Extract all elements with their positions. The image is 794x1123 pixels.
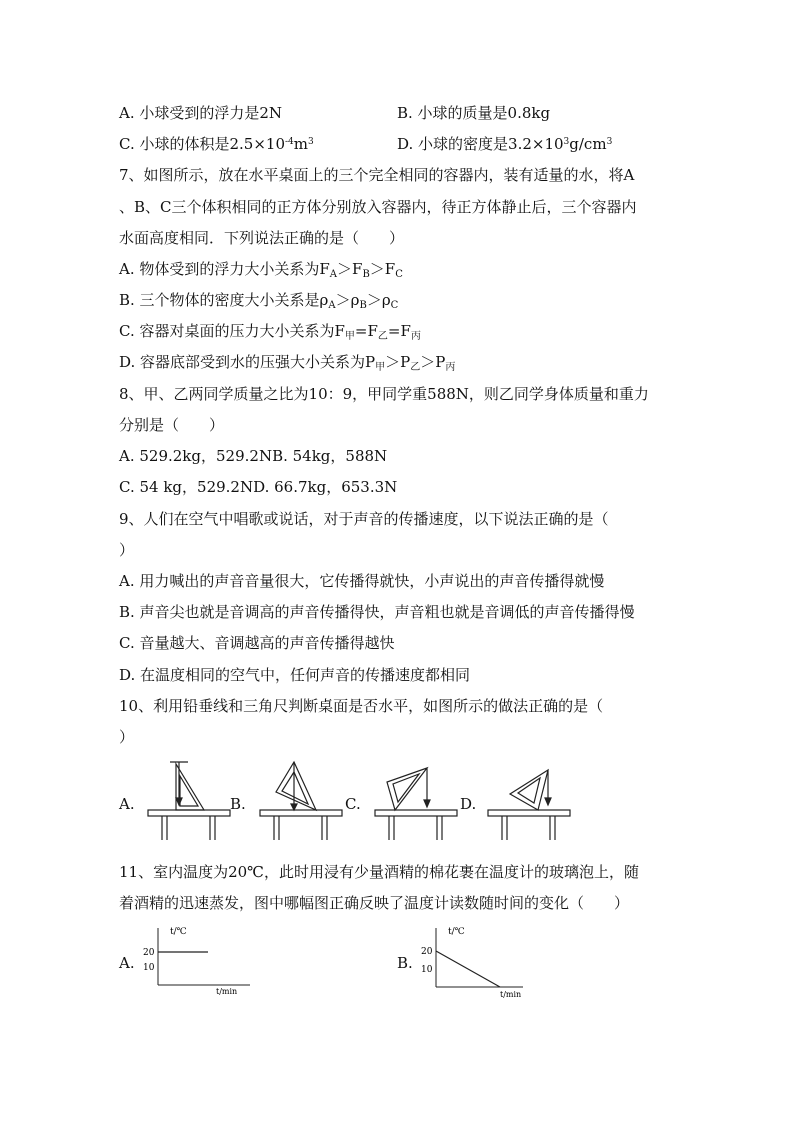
q7-stem-line-1: 7、如图所示，放在水平桌面上的三个完全相同的容器内，装有适量的水，将A: [119, 166, 635, 184]
q8-options-cd: C. 54 kg，529.2ND. 66.7kg，653.3N: [119, 478, 398, 496]
graph-a-tick-10: 10: [143, 963, 155, 973]
q10-label-d: D.: [460, 795, 477, 813]
q7-stem-line-2: 、B、C三个体积相同的正方体分别放入容器内，待正方体静止后，三个容器内: [119, 198, 637, 216]
graph-b-x-label: t/min: [500, 990, 522, 999]
q7-option-b: B. 三个物体的密度大小关系是$\rho_A>\rho_B>\rho_C$: [119, 291, 399, 311]
graph-b-tick-20: 20: [421, 947, 433, 957]
figure-d-set-square-on-table: [478, 760, 578, 845]
q10-label-a: A.: [119, 795, 135, 813]
q10-stem-line-1: 10、利用铅垂线和三角尺判断桌面是否水平，如图所示的做法正确的是（: [119, 697, 604, 715]
q7-option-d: D. 容器底部受到水的压强大小关系为$P_甲>P_乙>P_丙$: [119, 353, 456, 373]
q11-graph-b: [418, 922, 533, 1000]
q6-option-a: A. 小球受到的浮力是2N: [119, 104, 283, 122]
q6-option-d: D. 小球的密度是$3.2\times 10^3g/cm^3$: [397, 135, 613, 153]
q7-stem-line-3: 水面高度相同．下列说法正确的是（ ）: [119, 229, 405, 247]
q11-graph-a: [140, 922, 255, 997]
graph-a-x-label: t/min: [216, 987, 238, 996]
graph-a-y-label: t/℃: [170, 927, 187, 937]
q9-option-d: D. 在温度相同的空气中，任何声音的传播速度都相同: [119, 666, 471, 684]
q11-stem-line-1: 11、室内温度为20℃，此时用浸有少量酒精的棉花裹在温度计的玻璃泡上，随: [119, 863, 639, 881]
q7-option-c: C. 容器对桌面的压力大小关系为$F_甲=F_乙=F_丙$: [119, 322, 421, 342]
q8-stem-line-1: 8、甲、乙两同学质量之比为10：9，甲同学重588N，则乙同学身体质量和重力: [119, 385, 649, 403]
q8-options-ab: A. 529.2kg，529.2NB. 54kg，588N: [119, 447, 388, 465]
q10-label-c: C.: [345, 795, 361, 813]
q7-option-a: A. 物体受到的浮力大小关系为$F_A>F_B>F_C$: [119, 260, 403, 280]
q9-option-b: B. 声音尖也就是音调高的声音传播得快，声音粗也就是音调低的声音传播得慢: [119, 603, 635, 621]
q9-stem-line-1: 9、人们在空气中唱歌或说话，对于声音的传播速度，以下说法正确的是（: [119, 510, 609, 528]
q11-stem-line-2: 着酒精的迅速蒸发，图中哪幅图正确反映了温度计读数随时间的变化（ ）: [119, 894, 630, 912]
q10-stem-line-2: ）: [119, 728, 135, 746]
q6-option-c: C. 小球的体积是$2.5\times 10^{-4}m^3$: [119, 135, 314, 153]
figure-b-set-square-on-table: [250, 760, 350, 845]
q9-option-c: C. 音量越大、音调越高的声音传播得越快: [119, 634, 395, 652]
q11-graph-b-label: B.: [397, 954, 413, 972]
figure-c-set-square-on-table: [365, 760, 465, 845]
q11-graph-a-label: A.: [119, 954, 135, 972]
graph-a-tick-20: 20: [143, 948, 155, 958]
q6-option-b: B. 小球的质量是0.8kg: [397, 104, 551, 122]
q9-option-a: A. 用力喊出的声音音量很大，它传播得就快，小声说出的声音传播得就慢: [119, 572, 605, 590]
figure-a-set-square-on-table: [140, 760, 235, 845]
graph-b-tick-10: 10: [421, 965, 433, 975]
q10-label-b: B.: [230, 795, 246, 813]
q8-stem-line-2: 分别是（ ）: [119, 416, 225, 434]
graph-b-y-label: t/℃: [448, 927, 465, 937]
q9-stem-line-2: ）: [119, 541, 135, 559]
